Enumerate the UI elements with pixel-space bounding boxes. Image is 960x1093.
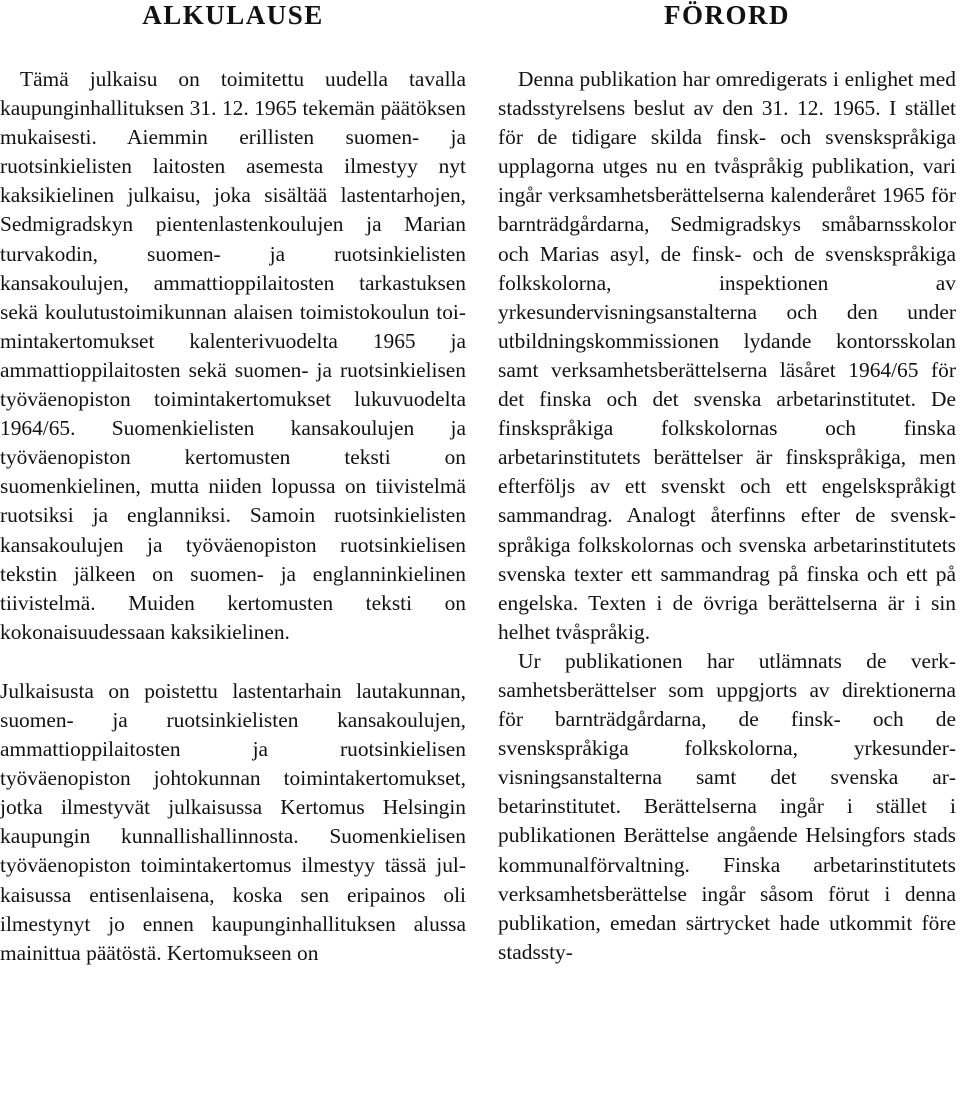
swedish-paragraph-2: Ur publikationen har utlämnats de verksamhetsberättelser som uppgjorts av direktionerna för barnträdgårdarna, de finsk- och de svenskspråkiga folkskolorna, yrkesundervisningsanstalterna samt det svenska arbetarinstitutet. Berättelserna ingår i stället i publikationen Berättelse angående Helsingfors stads kommunalförvaltning. Finska arbetarinstitutets verksamhetsberättelse ingår såsom förut i denna publikation, emedan särtrycket hade utkommit före stadssty-	[498, 648, 956, 964]
finnish-column	[0, 0, 466, 968]
swedish-paragraph-1: Denna publikation har omredigerats i enlighet med stadsstyrelsens beslut av den 31. 12. 1965. I stället för de tidigare skilda finsk- och svenskspråkiga upplagorna utges nu en tvåspråkig publikation, vari ingår verksamhetsberättelserna kalenderåret 1965 för barnträdgårdarna, Sedmigradskys småbarnsskolor och Marias asyl, de finsk- och de svenskspråkiga folkskolorna, inspektionen av yrkesundervisningsanstalterna och den under utbildningskommissionen lydande kontorsskolan samt verksamhetsberättelserna läsåret 1964/65 för det finska och det svenska arbetarinstitutet. De finskspråkiga folkskolornas och finska arbetarinstitutets berättelser är finskspråkiga, men efterföljs av ett svenskt och ett engelskspråkigt sammandrag. Analogt återfinns efter de svenskspråkiga folkskolornas och svenska arbetarinstitutets svenska texter ett sammandrag på finska och ett på engelska. Texten i de övriga berättelserna är i sin helhet tvåspråkig.	[498, 67, 956, 644]
finnish-paragraph-2: Julkaisusta on poistettu lastentarhain lautakunnan, suomen- ja ruotsinkielisten kansakoulujen, ammattioppilaitosten ja ruotsinkielisen työväenopiston johtokunnan toimintakertomukset, jotka ilmestyvät julkaisussa Kertomus Helsingin kaupungin kunnallishallinnosta. Suomenkielisen työväenopiston toimintakertomus ilmestyy tässä julkaisussa entisenlaisena, koska sen eripainos oli ilmestynyt jo ennen kaupunginhallituksen alussa mainittua päätöstä. Kertomukseen on	[0, 678, 466, 965]
swedish-column	[498, 0, 956, 967]
swedish-title: FÖRORD	[664, 0, 790, 30]
finnish-paragraph-1: Tämä julkaisu on toimitettu uudella tavalla kaupunginhallituksen 31. 12. 1965 tekemän päätöksen mukaisesti. Aiemmin erillisten suomen- ja ruotsinkielisten laitosten asemesta ilmestyy nyt kaksikielinen julkaisu, joka sisältää lastentarhojen, Sedmigradskyn pientenlastenkoulujen ja Marian turvakodin, suomen- ja ruotsinkielisten kansakoulujen, ammattioppilaitosten tarkastuksen sekä koulutustoimikunnan alaisen toimistokoulun toimintakertomukset kalenterivuodelta 1965 ja ammattioppilaitosten sekä suomen- ja ruotsinkielisen työväenopiston toimintakertomukset lukuvuodelta 1964/65. Suomenkielisten kansakoulujen ja työväenopiston kertomusten teksti on suomenkielinen, mutta niiden lopussa on tiivistelmä ruotsiksi ja englanniksi. Samoin ruotsinkielisten kansakoulujen ja työväenopiston ruotsinkielisen tekstin jälkeen on suomen- ja englanninkielinen tiivistelmä. Muiden kertomusten teksti on kokonaisuudessaan kaksikielinen.	[0, 67, 466, 644]
finnish-title: ALKULAUSE	[142, 0, 324, 30]
